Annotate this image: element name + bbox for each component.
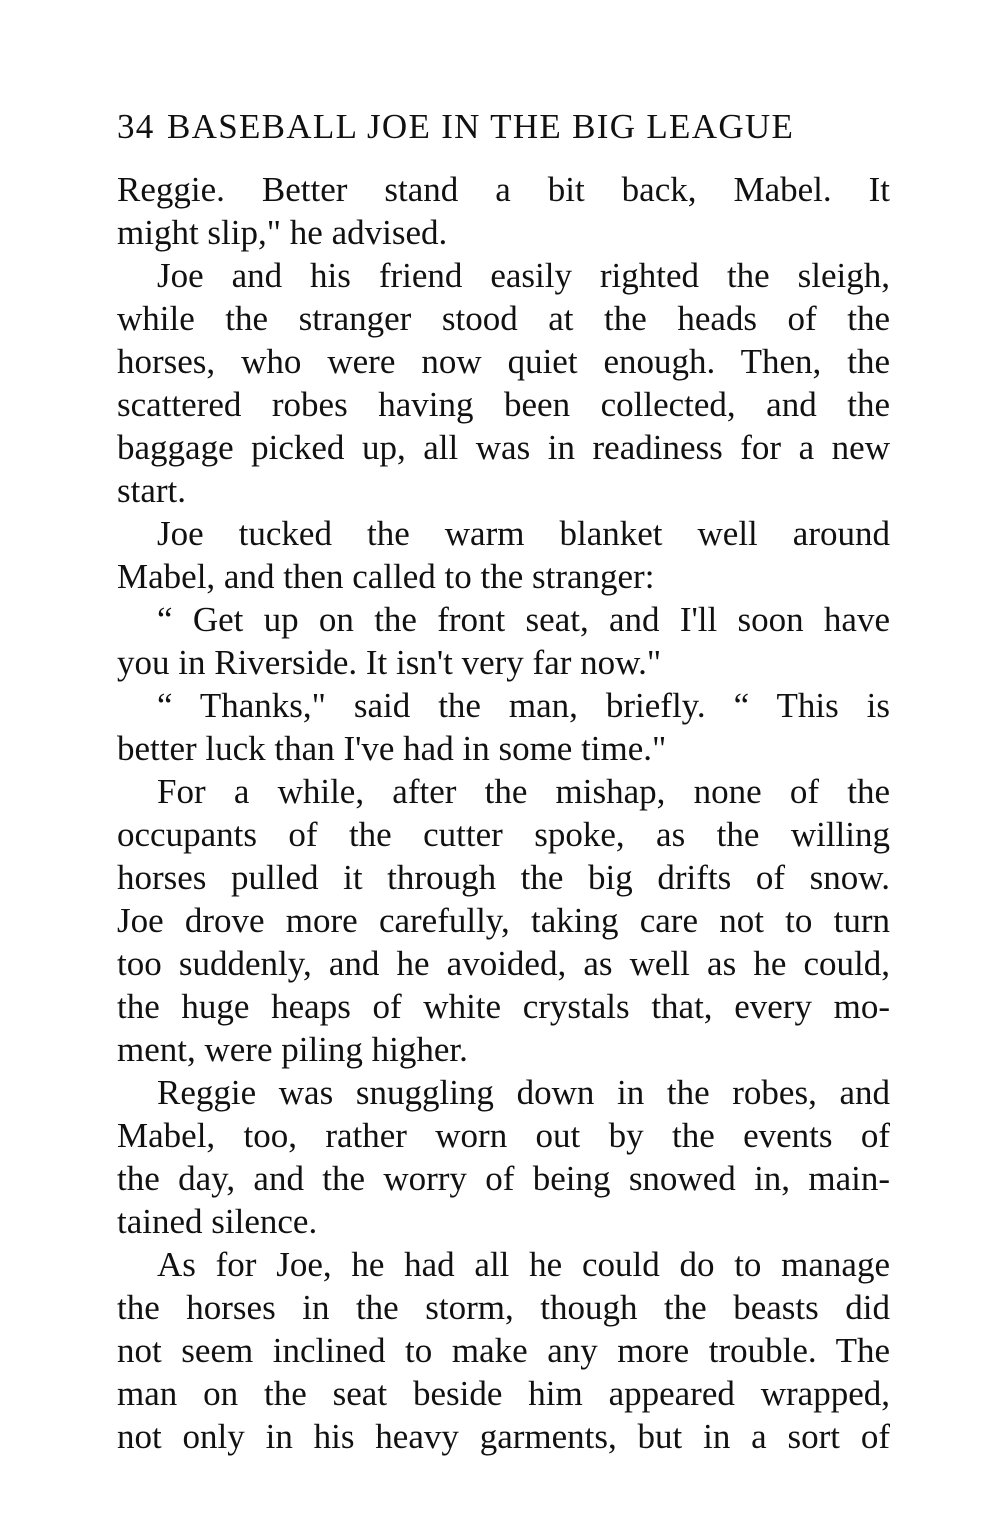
text-line: Mabel, and then called to the stranger: xyxy=(117,557,655,596)
text-line: occupants of the cutter spoke, as the willing xyxy=(117,815,890,854)
paragraph-6 xyxy=(117,770,890,1071)
text-line: not seem inclined to make any more trouble. The xyxy=(117,1331,890,1370)
text-line: not only in his heavy garments, but in a sort of xyxy=(117,1417,890,1456)
text-line: better luck than I've had in some time." xyxy=(117,729,667,768)
text-line: too suddenly, and he avoided, as well as he could, xyxy=(117,944,890,983)
text-line: Joe and his friend easily righted the sleigh, xyxy=(157,256,890,295)
paragraph-8 xyxy=(117,1243,890,1458)
text-line: while the stranger stood at the heads of the xyxy=(117,299,890,338)
text-line: man on the seat beside him appeared wrapped, xyxy=(117,1374,890,1413)
book-page xyxy=(117,0,890,1518)
text-line: For a while, after the mishap, none of the xyxy=(157,772,890,811)
text-line: might slip," he advised. xyxy=(117,213,448,252)
page-number: 34 xyxy=(117,107,155,146)
text-line: Joe tucked the warm blanket well around xyxy=(157,514,890,553)
paragraph-2 xyxy=(117,254,890,512)
paragraph-5 xyxy=(117,684,890,770)
paragraph-1 xyxy=(117,168,890,254)
paragraph-7 xyxy=(117,1071,890,1243)
text-line: tained silence. xyxy=(117,1202,318,1241)
text-line: baggage picked up, all was in readiness for a new xyxy=(117,428,890,467)
text-line: As for Joe, he had all he could do to manage xyxy=(157,1245,890,1284)
text-line: Mabel, too, rather worn out by the events of xyxy=(117,1116,890,1155)
text-line: start. xyxy=(117,471,187,510)
text-line: Reggie was snuggling down in the robes, and xyxy=(157,1073,890,1112)
running-title: BASEBALL JOE IN THE BIG LEAGUE xyxy=(167,107,795,146)
text-line: Reggie. Better stand a bit back, Mabel. It xyxy=(117,170,890,209)
text-line: ment, were piling higher. xyxy=(117,1030,468,1069)
body-text xyxy=(117,168,890,1458)
text-line: scattered robes having been collected, and the xyxy=(117,385,890,424)
text-line: you in Riverside. It isn't very far now." xyxy=(117,643,662,682)
text-line: “ Get up on the front seat, and I'll soon have xyxy=(157,600,890,639)
text-line: the day, and the worry of being snowed in, main- xyxy=(117,1159,890,1198)
text-line: the horses in the storm, though the beasts did xyxy=(117,1288,890,1327)
running-head xyxy=(117,103,890,151)
paragraph-4 xyxy=(117,598,890,684)
text-line: the huge heaps of white crystals that, every mo- xyxy=(117,987,890,1026)
text-line: Joe drove more carefully, taking care not to turn xyxy=(117,901,890,940)
text-line: “ Thanks," said the man, briefly. “ This is xyxy=(157,686,890,725)
paragraph-3 xyxy=(117,512,890,598)
text-line: horses pulled it through the big drifts of snow. xyxy=(117,858,890,897)
text-line: horses, who were now quiet enough. Then, the xyxy=(117,342,890,381)
